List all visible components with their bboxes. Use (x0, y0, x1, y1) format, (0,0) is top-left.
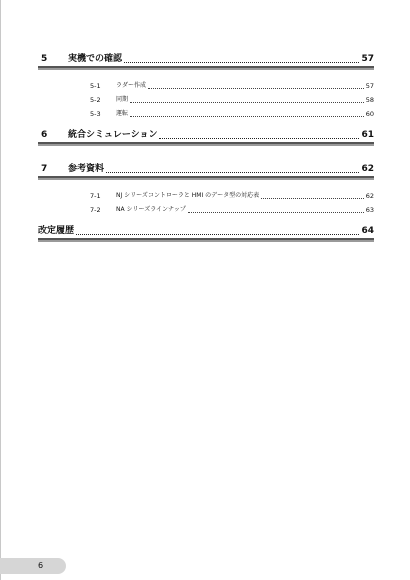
dot-leader (130, 116, 364, 117)
toc-subsection-title: NA シリーズラインナップ (116, 206, 186, 213)
page-number-tab (0, 558, 66, 574)
dot-leader (261, 198, 364, 199)
page-border (0, 0, 1, 580)
toc-subsection-page: 58 (365, 96, 374, 104)
toc-section-page: 61 (361, 130, 374, 140)
page-number: 6 (38, 561, 44, 570)
spacer (38, 118, 374, 128)
spacer (38, 214, 374, 224)
toc-section-number: 6 (41, 130, 48, 140)
toc-subsection-7-2[interactable] (38, 200, 374, 214)
toc-section-number: 5 (41, 54, 48, 64)
toc-section-page: 57 (361, 54, 374, 64)
toc-subsection-title: ラダー作成 (116, 82, 146, 89)
dot-leader (130, 102, 364, 103)
toc-subsection-title: 運転 (116, 110, 129, 117)
toc-subsection-number: 5-2 (90, 96, 101, 104)
table-of-contents (38, 52, 374, 242)
toc-subsection-page: 60 (365, 110, 374, 118)
section-rule (38, 66, 374, 70)
section-rule (38, 176, 374, 180)
toc-subsection-5-2[interactable] (38, 90, 374, 104)
toc-section-7[interactable] (38, 162, 374, 175)
toc-subsection-7-1[interactable] (38, 186, 374, 200)
toc-subsection-page: 63 (365, 206, 374, 214)
dot-leader (188, 212, 364, 213)
toc-section-title: 実機での確認 (68, 54, 123, 64)
dot-leader (148, 88, 364, 89)
toc-subsection-page: 62 (365, 192, 374, 200)
toc-section-page: 62 (361, 164, 374, 174)
toc-section-revision-history[interactable] (38, 224, 374, 237)
toc-subsection-5-1[interactable] (38, 76, 374, 90)
dot-leader (76, 234, 359, 235)
section-rule (38, 238, 374, 242)
toc-subsection-5-3[interactable] (38, 104, 374, 118)
dot-leader (106, 172, 359, 173)
toc-section-title: 改定履歴 (38, 226, 75, 236)
toc-section-6[interactable] (38, 128, 374, 141)
toc-subsection-page: 57 (365, 82, 374, 90)
toc-subsection-title: NJ シリーズコントローラと HMI のデータ型の対応表 (116, 192, 260, 199)
toc-section-title: 統合シミュレーション (68, 130, 158, 140)
toc-section-page: 64 (361, 226, 374, 236)
toc-subsection-number: 7-2 (90, 206, 101, 214)
toc-section-5[interactable] (38, 52, 374, 65)
toc-subsection-number: 7-1 (90, 192, 101, 200)
toc-subsection-list (38, 186, 374, 214)
toc-section-title: 参考資料 (68, 164, 105, 174)
dot-leader (124, 62, 359, 63)
toc-subsection-number: 5-3 (90, 110, 101, 118)
toc-subsection-title: 同期 (116, 96, 129, 103)
toc-subsection-list (38, 76, 374, 118)
toc-subsection-number: 5-1 (90, 82, 101, 90)
dot-leader (159, 138, 359, 139)
spacer (38, 146, 374, 162)
toc-section-number: 7 (41, 164, 48, 174)
